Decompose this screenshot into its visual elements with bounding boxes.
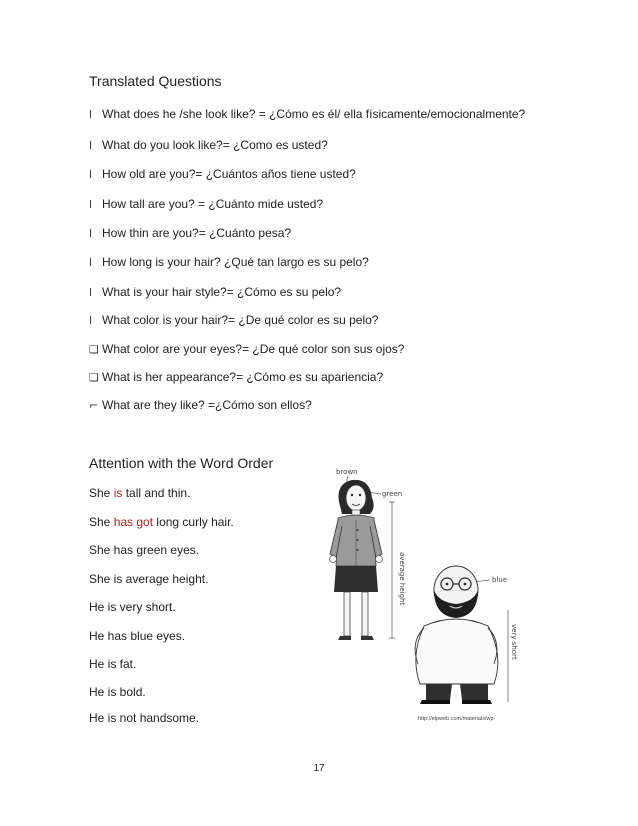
eye-color-label: green — [382, 490, 403, 498]
example-sentence: He is fat. — [89, 657, 137, 671]
bullet-icon: l — [89, 168, 93, 181]
question-item — [89, 285, 341, 299]
man-illustration — [404, 560, 520, 706]
question-item — [89, 167, 356, 181]
question-text: How long is your hair? ¿Qué tan largo es su pelo? — [102, 255, 369, 269]
question-item — [89, 313, 378, 327]
bullet-icon: l — [89, 139, 93, 152]
question-item — [89, 398, 312, 412]
question-text: What does he /she look like? = ¿Cómo es él/ ella físicamente/emocionalmente? — [102, 107, 526, 121]
example-sentence: He is very short. — [89, 600, 176, 614]
bullet-icon: l — [89, 314, 93, 327]
bullet-icon: ❑ — [89, 343, 99, 356]
question-text: What are they like? =¿Cómo son ellos? — [102, 398, 312, 412]
example-sentence: She is average height. — [89, 572, 209, 586]
questions-heading: Translated Questions — [89, 73, 222, 89]
example-sentence: He is not handsome. — [89, 711, 200, 725]
image-credit: http://elpweb.com/materials/wp- — [418, 716, 496, 722]
height-label: average height — [398, 552, 406, 606]
question-item — [89, 342, 404, 356]
bullet-icon: l — [89, 286, 93, 299]
question-text: What color are your eyes?= ¿De qué color son sus ojos? — [102, 342, 405, 356]
hair-color-label: brown — [336, 468, 358, 476]
word-order-heading: Attention with the Word Order — [89, 455, 274, 471]
example-sentence: She has got long curly hair. — [89, 515, 234, 529]
question-item — [89, 226, 291, 240]
bullet-icon: l — [89, 198, 93, 211]
bullet-icon: ❑ — [89, 371, 99, 384]
highlighted-word: has got — [113, 515, 154, 529]
question-text: How tall are you? = ¿Cuánto mide usted? — [102, 197, 324, 211]
example-sentence: She has green eyes. — [89, 543, 200, 557]
question-item — [89, 107, 525, 121]
question-text: What color is your hair?= ¿De qué color es su pelo? — [102, 313, 379, 327]
height-label: very short — [510, 624, 518, 660]
question-item — [89, 197, 323, 211]
question-text: What is your hair style?= ¿Cómo es su pelo? — [102, 285, 342, 299]
question-text: How old are you?= ¿Cuántos años tiene usted? — [102, 167, 356, 181]
example-sentence: She is tall and thin. — [89, 486, 191, 500]
example-sentence: He has blue eyes. — [89, 629, 186, 643]
question-item — [89, 255, 369, 269]
bullet-icon: l — [89, 256, 93, 269]
question-item — [89, 138, 328, 152]
eye-color-label: blue — [492, 576, 508, 584]
highlighted-word: is — [113, 486, 123, 500]
bullet-icon: ⌐ — [89, 399, 99, 412]
question-text: What is her appearance?= ¿Cómo es su apariencia? — [102, 370, 384, 384]
woman-illustration — [320, 462, 410, 652]
bullet-icon: l — [89, 227, 93, 240]
page-number: 17 — [313, 763, 325, 774]
example-sentence: He is bold. — [89, 685, 146, 699]
bullet-icon: l — [89, 108, 93, 121]
question-text: How thin are you?= ¿Cuánto pesa? — [102, 226, 292, 240]
question-text: What do you look like?= ¿Como es usted? — [102, 138, 328, 152]
question-item — [89, 370, 383, 384]
